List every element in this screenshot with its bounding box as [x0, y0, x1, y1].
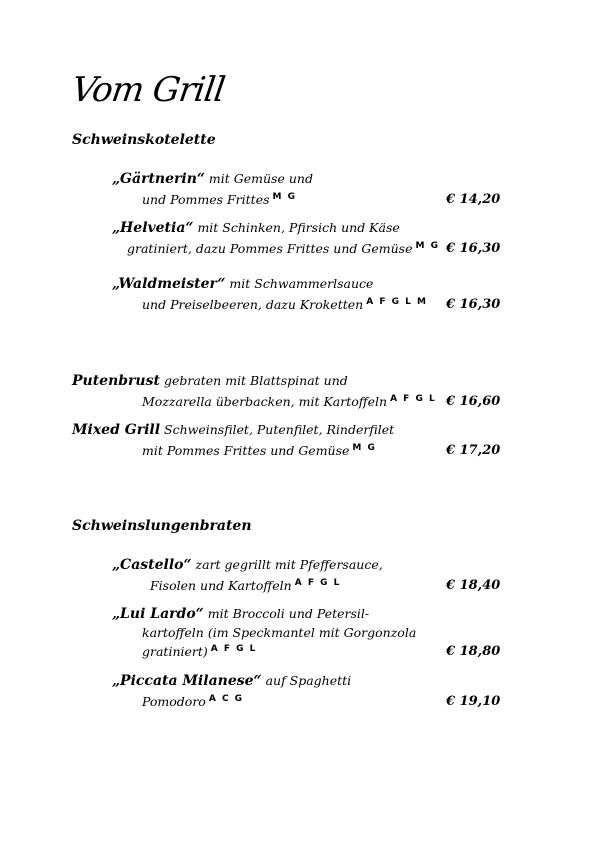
menu-item-description: mit Schwammerlsauce	[229, 276, 374, 291]
menu-item-description: und Preiselbeeren, dazu Kroketten	[142, 297, 364, 312]
menu-item-piccata-line1	[112, 673, 351, 689]
menu-item-description: Pomodoro	[142, 694, 206, 709]
menu-item-description: zart gegrillt mit Pfeffersauce,	[195, 557, 383, 572]
menu-item-description: kartoffeln (im Speckmantel mit Gorgonzola	[142, 625, 417, 640]
menu-item-mixedgrill-line1	[72, 422, 394, 438]
menu-item-putenbrust-line1	[72, 373, 348, 389]
menu-item-name: „Helvetia“	[112, 220, 194, 236]
menu-item-name: „Castello“	[112, 557, 192, 573]
allergen-codes: A F G L	[294, 578, 341, 588]
menu-item-description: Fisolen und Kartoffeln	[150, 578, 292, 593]
menu-item-name: „Piccata Milanese“	[112, 673, 262, 689]
menu-item-gaertnerin-line1	[112, 171, 313, 187]
menu-item-description: Schweinsfilet, Putenfilet, Rinderfilet	[164, 422, 395, 437]
menu-item-name: „Lui Lardo“	[112, 606, 204, 622]
allergen-codes: M G	[415, 241, 440, 251]
allergen-codes: M G	[352, 443, 377, 453]
menu-item-price: € 18,80	[446, 644, 501, 659]
section-heading-kotelette: Schweinskotelette	[72, 132, 216, 148]
allergen-codes: A C G	[208, 694, 244, 704]
menu-item-description: gratiniert)	[142, 644, 208, 659]
allergen-codes: A F G L	[210, 644, 257, 654]
menu-item-description: gebraten mit Blattspinat und	[163, 373, 348, 388]
menu-item-description: mit Schinken, Pfirsich und Käse	[197, 220, 400, 235]
menu-item-price: € 17,20	[446, 443, 501, 458]
menu-item-luilardo-line2	[142, 625, 416, 640]
menu-item-castello-line1	[112, 557, 383, 573]
menu-item-price: € 19,10	[446, 694, 501, 709]
menu-item-putenbrust-line2	[142, 394, 436, 409]
menu-item-castello-line2	[150, 578, 341, 593]
menu-item-name: „Waldmeister“	[112, 276, 226, 292]
menu-item-description: mit Broccoli und Petersil-	[207, 606, 370, 621]
menu-item-description: gratiniert, dazu Pommes Frittes und Gemüse	[127, 241, 413, 256]
menu-item-waldmeister-line2	[142, 297, 427, 312]
menu-item-helvetia-line1	[112, 220, 400, 236]
menu-item-piccata-line2	[142, 694, 244, 709]
menu-item-name: „Gärtnerin“	[112, 171, 205, 187]
allergen-codes: M G	[272, 192, 297, 202]
menu-item-description: auf Spaghetti	[265, 673, 352, 688]
menu-item-luilardo-line1	[112, 606, 369, 622]
allergen-codes: A F G L M	[366, 297, 428, 307]
menu-item-price: € 16,30	[446, 241, 501, 256]
menu-item-waldmeister-line1	[112, 276, 373, 292]
menu-item-helvetia-line2	[127, 241, 439, 256]
menu-item-mixedgrill-line2	[142, 443, 376, 458]
allergen-codes: A F G L	[390, 394, 437, 404]
menu-item-description: mit Pommes Frittes und Gemüse	[142, 443, 350, 458]
menu-item-price: € 14,20	[446, 192, 501, 207]
menu-item-description: und Pommes Frittes	[142, 192, 270, 207]
section-heading-lungenbraten: Schweinslungenbraten	[72, 518, 252, 534]
menu-item-price: € 18,40	[446, 578, 501, 593]
menu-item-name: Putenbrust	[72, 373, 160, 389]
menu-item-gaertnerin-line2	[142, 192, 297, 207]
menu-item-name: Mixed Grill	[72, 422, 161, 438]
menu-item-price: € 16,30	[446, 297, 501, 312]
menu-item-price: € 16,60	[446, 394, 501, 409]
page-title: Vom Grill	[69, 70, 227, 110]
menu-item-luilardo-line3	[142, 644, 257, 659]
menu-item-description: mit Gemüse und	[208, 171, 313, 186]
menu-item-description: Mozzarella überbacken, mit Kartoffeln	[142, 394, 388, 409]
